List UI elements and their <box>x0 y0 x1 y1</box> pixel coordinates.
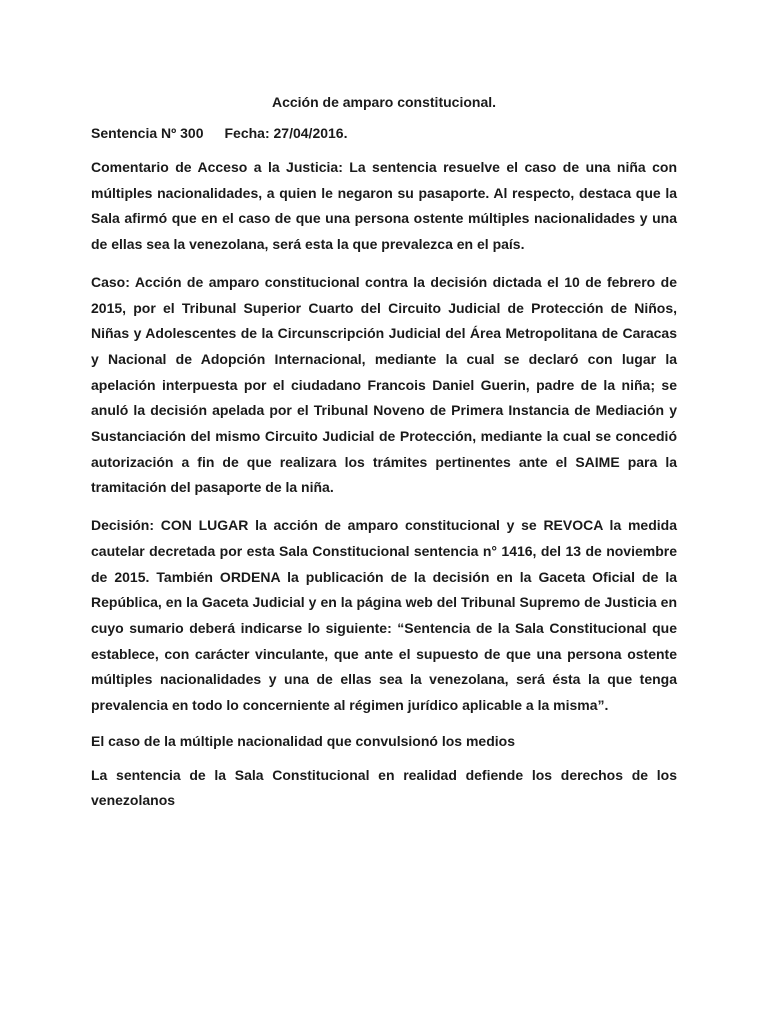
decision-paragraph: Decisión: CON LUGAR la acción de amparo constitucional y se REVOCA la medida cautelar decretada por esta Sala Constitucional sentencia n° 1416, del 13 de noviembre de 2015. También ORDENA la publicación de la decisión en la Gaceta Oficial de la República, en la Gaceta Judicial y en la página web del Tribunal Supremo de Justicia en cuyo sumario deberá indicarse lo siguiente: “Sentencia de la Sala Constitucional que establece, con carácter vinculante, que ante el supuesto de que una persona ostente múltiples nacionalidades y una de ellas sea la venezolana, será ésta la que tenga prevalencia en todo lo concerniente al régimen jurídico aplicable a la misma”. <box>91 517 677 714</box>
section-heading: El caso de la múltiple nacionalidad que convulsionó los medios <box>91 732 515 749</box>
sentencia-number: Sentencia Nº 300 <box>91 125 204 141</box>
comentario-paragraph: Comentario de Acceso a la Justicia: La sentencia resuelve el caso de una niña con múltiples nacionalidades, a quien le negaron su pasaporte. Al respecto, destaca que la Sala afirmó que en el caso de que una persona ostente múltiples nacionalidades y una de ellas sea la venezolana, será esta la que prevalezca en el país. <box>91 159 677 253</box>
closing-paragraph: La sentencia de la Sala Constitucional en realidad defiende los derechos de los venezolanos <box>91 766 677 809</box>
sentencia-date: Fecha: 27/04/2016. <box>224 125 348 141</box>
caso-paragraph: Caso: Acción de amparo constitucional contra la decisión dictada el 10 de febrero de 2015, por el Tribunal Superior Cuarto del Circuito Judicial de Protección de Niños, Niñas y Adolescentes de la Circunscripción Judicial del Área Metropolitana de Caracas y Nacional de Adopción Internacional, mediante la cual se declaró con lugar la apelación interpuesta por el ciudadano Francois Daniel Guerin, padre de la niña; se anuló la decisión apelada por el Tribunal Noveno de Primera Instancia de Mediación y Sustanciación del mismo Circuito Judicial de Protección, mediante la cual se concedió autorización a fin de que realizara los trámites pertinentes ante el SAIME para la tramitación del pasaporte de la niña. <box>91 273 677 496</box>
document-page <box>91 92 677 826</box>
sentencia-meta <box>91 123 677 143</box>
document-title: Acción de amparo constitucional. <box>271 94 497 110</box>
